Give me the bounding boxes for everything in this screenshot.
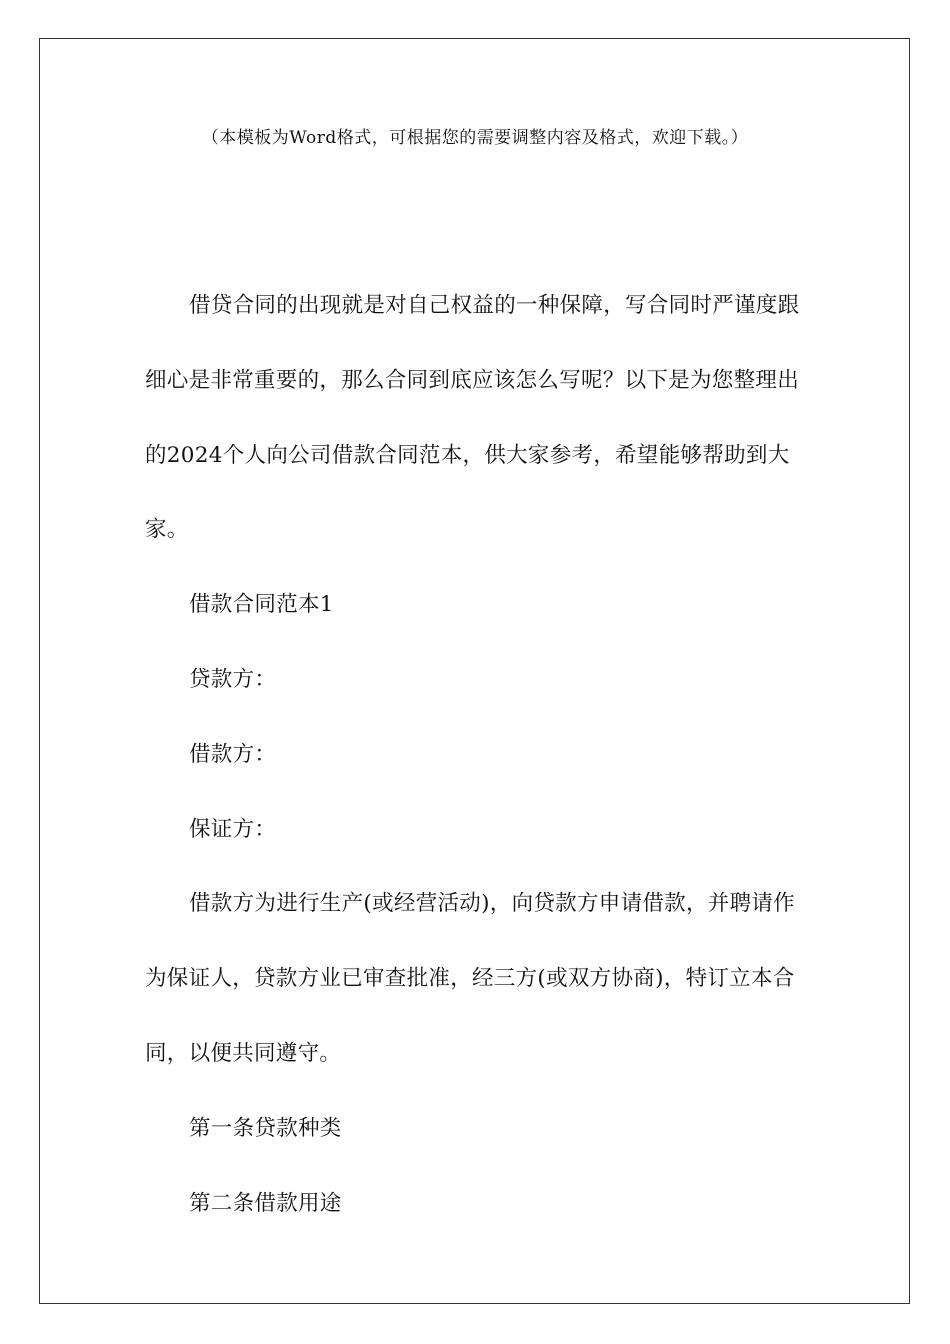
article-2-heading: 第二条借款用途	[189, 1190, 342, 1216]
borrower-field: 借款方：	[189, 741, 277, 767]
guarantor-field: 保证方：	[189, 816, 277, 842]
document-body	[145, 269, 805, 1241]
section-title: 借款合同范本1	[189, 592, 334, 618]
preamble-paragraph: 借款方为进行生产(或经营活动)，向贷款方申请借款，并聘请作为保证人，贷款方业已审查批准，经三方(或双方协商)，特订立本合同，以便共同遵守。	[145, 891, 795, 1066]
template-notice: （本模板为Word格式，可根据您的需要调整内容及格式，欢迎下载。）	[201, 128, 749, 148]
article-1-heading: 第一条贷款种类	[189, 1115, 342, 1141]
lender-field: 贷款方：	[189, 666, 277, 692]
intro-paragraph: 借贷合同的出现就是对自己权益的一种保障，写合同时严谨度跟细心是非常重要的，那么合同到底应该怎么写呢？以下是为您整理出的2024个人向公司借款合同范本，供大家参考，希望能够帮助到大家。	[145, 293, 800, 543]
